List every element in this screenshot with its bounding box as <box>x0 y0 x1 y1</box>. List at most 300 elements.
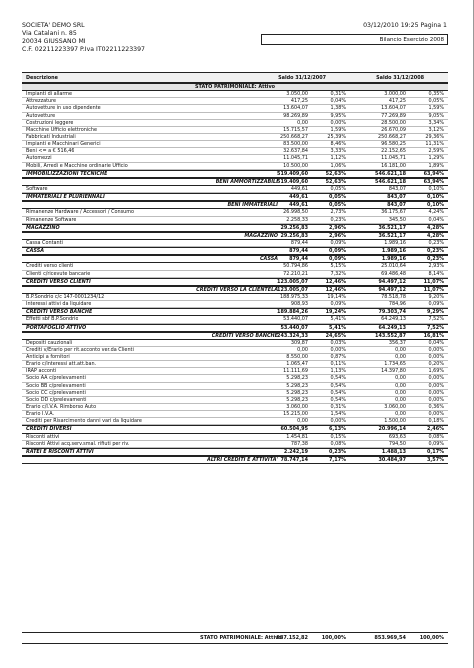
percent-2008: 4,28% <box>427 232 444 239</box>
value-2008: 26.670,09 <box>381 126 406 133</box>
percent-2008: 2,93% <box>428 263 444 270</box>
value-2007: 83.500,00 <box>283 141 308 148</box>
table-row <box>22 271 448 278</box>
percent-2008: 3,34% <box>428 119 444 126</box>
percent-2007: 0,00% <box>330 346 346 353</box>
value-2008: 77.269,89 <box>381 112 406 119</box>
percent-2007: 1,59% <box>330 126 346 133</box>
value-2007: 879,44 <box>290 239 308 246</box>
group-total-row <box>22 232 448 240</box>
table-row <box>22 263 448 270</box>
percent-2007: 0,31% <box>330 91 346 98</box>
row-description: Erario I.V.A. <box>26 411 55 418</box>
company-name: SOCIETA' DEMO SRL <box>22 22 85 29</box>
percent-2007: 0,09% <box>329 256 346 263</box>
percent-2008: 1,29% <box>428 155 444 162</box>
percent-2008: 0,00% <box>428 382 444 389</box>
table-row <box>22 316 448 323</box>
value-2008: 0,00 <box>395 382 406 389</box>
percent-2007: 0,00% <box>330 119 346 126</box>
value-2008: 28.500,00 <box>381 119 406 126</box>
value-2008: 0,00 <box>395 354 406 361</box>
table-row <box>22 390 448 397</box>
percent-2008: 0,10% <box>427 194 444 201</box>
row-description: Clienti c/ricevute bancarie <box>26 270 91 277</box>
value-2007: 5.298,23 <box>286 389 308 396</box>
percent-2008: 8,14% <box>428 270 444 277</box>
row-description: Depositi cauzionali <box>26 339 73 346</box>
value-2008: 69.486,48 <box>381 270 406 277</box>
col-2007: Saldo 31/12/2007 <box>278 75 326 81</box>
value-2007: 53.440,07 <box>283 316 308 323</box>
table-row <box>22 301 448 308</box>
value-2008: 843,07 <box>388 185 406 192</box>
percent-2008: 7,52% <box>427 324 444 331</box>
value-2008: 250.668,27 <box>377 133 406 140</box>
table-row <box>22 383 448 390</box>
percent-2008: 0,18% <box>428 418 444 425</box>
percent-2007: 5,41% <box>330 316 346 323</box>
group-total-row <box>22 456 448 464</box>
value-2007: 29.256,83 <box>280 224 308 231</box>
value-2007: 0,00 <box>297 346 308 353</box>
table-row <box>22 240 448 247</box>
row-description: Socio DD c/prelevamenti <box>26 396 87 403</box>
table-row <box>22 418 448 425</box>
percent-2007: 24,65% <box>325 332 346 339</box>
value-2008: 94.497,12 <box>378 278 406 285</box>
value-2007: 11.111,69 <box>283 368 308 375</box>
value-2007: 53.440,07 <box>280 324 308 331</box>
percent-2007: 0,05% <box>329 194 346 201</box>
percent-2008: 11,31% <box>425 141 444 148</box>
grand-total-pct-2008: 100,00% <box>419 635 444 641</box>
percent-2007: 0,09% <box>330 239 346 246</box>
percent-2007: 0,03% <box>330 339 346 346</box>
row-description: Risconti attivi <box>26 433 60 440</box>
percent-2008: 7,52% <box>428 316 444 323</box>
percent-2007: 9,95% <box>330 112 346 119</box>
percent-2007: 0,87% <box>330 354 346 361</box>
date-page: 03/12/2010 19:25 Pagina 1 <box>363 22 447 29</box>
percent-2008: 0,04% <box>428 339 444 346</box>
row-description: Effetti sbf B.P.Sondrio <box>26 316 79 323</box>
percent-2008: 0,00% <box>428 389 444 396</box>
value-2007: 519.409,60 <box>277 170 308 177</box>
percent-2008: 1,59% <box>428 105 444 112</box>
percent-2008: 0,08% <box>428 433 444 440</box>
value-2007: 8.550,00 <box>286 354 308 361</box>
group-total-row <box>22 178 448 186</box>
row-description: RATEI E RISCONTI ATTIVI <box>26 448 94 455</box>
value-2007: 0,00 <box>297 119 308 126</box>
percent-2007: 0,54% <box>330 389 346 396</box>
row-description: STATO PATRIMONIALE: Attivo <box>194 84 276 90</box>
percent-2008: 4,28% <box>427 224 444 231</box>
table-row <box>22 155 448 162</box>
percent-2008: 0,20% <box>428 361 444 368</box>
percent-2008: 0,05% <box>428 98 444 105</box>
percent-2007: 0,05% <box>329 202 346 209</box>
value-2007: 11.045,71 <box>283 155 308 162</box>
value-2007: 309,87 <box>290 339 308 346</box>
percent-2008: 3,12% <box>428 126 444 133</box>
value-2008: 36.521,17 <box>378 232 406 239</box>
percent-2008: 63,94% <box>423 170 444 177</box>
row-description: IRAP acconti <box>26 368 57 375</box>
percent-2008: 0,09% <box>428 440 444 447</box>
table-row <box>22 347 448 354</box>
table-row <box>22 186 448 193</box>
value-2007: 519.409,60 <box>277 178 308 185</box>
percent-2008: 0,23% <box>427 256 444 263</box>
value-2008: 64.249,13 <box>378 324 406 331</box>
group-total-row <box>22 286 448 294</box>
row-description: Crediti per Risarcimento danni vari da liquidare <box>26 418 142 425</box>
row-description: BENI AMMORTIZZABILI <box>215 178 278 185</box>
row-description: PORTAFOGLIO ATTIVO <box>26 324 87 331</box>
value-2008: 0,00 <box>395 389 406 396</box>
value-2008: 36.521,17 <box>378 224 406 231</box>
row-description: Autovetture <box>26 112 56 119</box>
value-2007: 29.256,83 <box>280 232 308 239</box>
table-row <box>22 134 448 141</box>
subtotal-row <box>22 448 448 456</box>
percent-2008: 2,59% <box>428 148 444 155</box>
value-2008: 843,07 <box>387 202 406 209</box>
percent-2008: 29,36% <box>425 133 444 140</box>
value-2008: 30.484,97 <box>378 457 406 464</box>
table-body <box>22 83 448 464</box>
col-2008: Saldo 31/12/2008 <box>376 75 424 81</box>
table-row <box>22 141 448 148</box>
group-total-row <box>22 332 448 340</box>
percent-2007: 7,17% <box>329 457 346 464</box>
row-description: Risconti Attivi acq.serv.smal. rifiuti per riv. <box>26 440 130 447</box>
percent-2007: 1,13% <box>330 368 346 375</box>
value-2007: 72.210,21 <box>283 270 308 277</box>
value-2008: 794,50 <box>388 440 406 447</box>
table-row <box>22 163 448 170</box>
value-2008: 3.000,00 <box>384 91 406 98</box>
percent-2007: 0,23% <box>330 216 346 223</box>
group-total-row <box>22 201 448 209</box>
row-description: Automezzi <box>26 155 52 162</box>
value-2008: 3.060,00 <box>384 404 406 411</box>
row-description: CASSA <box>259 256 278 263</box>
value-2008: 546.621,18 <box>375 170 406 177</box>
percent-2008: 0,00% <box>428 396 444 403</box>
percent-2007: 52,63% <box>325 178 346 185</box>
percent-2007: 2,73% <box>330 209 346 216</box>
value-2007: 189.884,26 <box>277 309 308 316</box>
value-2007: 2.242,19 <box>283 448 308 455</box>
subtotal-row <box>22 247 448 255</box>
row-description: Beni <= a € 516,46 <box>26 148 75 155</box>
percent-2008: 9,20% <box>428 293 444 300</box>
percent-2007: 0,05% <box>330 185 346 192</box>
value-2007: 2.258,33 <box>286 216 308 223</box>
value-2008: 94.497,12 <box>378 286 406 293</box>
value-2007: 908,93 <box>290 301 308 308</box>
subtotal-row <box>22 278 448 286</box>
value-2007: 879,44 <box>289 256 308 263</box>
row-description: CREDITI VERSO LA CLIENTELA <box>196 286 278 293</box>
percent-2007: 12,46% <box>325 286 346 293</box>
row-description: MAGAZZINO <box>26 224 60 231</box>
percent-2007: 1,06% <box>330 162 346 169</box>
value-2007: 98.269,89 <box>283 112 308 119</box>
table-row <box>22 441 448 448</box>
subtotal-row <box>22 193 448 201</box>
percent-2008: 0,04% <box>428 216 444 223</box>
percent-2007: 6,13% <box>329 426 346 433</box>
value-2007: 0,00 <box>297 418 308 425</box>
percent-2008: 0,17% <box>427 448 444 455</box>
percent-2007: 0,54% <box>330 396 346 403</box>
table-row <box>22 294 448 301</box>
percent-2008: 0,00% <box>428 354 444 361</box>
percent-2008: 0,00% <box>428 346 444 353</box>
column-header <box>22 72 448 83</box>
section-header-row <box>22 83 448 91</box>
percent-2007: 0,54% <box>330 375 346 382</box>
row-description: Fabbricati Industriali <box>26 133 76 140</box>
table-row <box>22 434 448 441</box>
value-2008: 0,00 <box>395 396 406 403</box>
row-description: IMMATERIALI E PLURIENNALI <box>26 194 105 201</box>
row-description: Rimanenze Hardware / Accessori / Consumo <box>26 209 134 216</box>
percent-2008: 3,57% <box>427 457 444 464</box>
table-row <box>22 105 448 112</box>
row-description: B.P.Sondrio c/c 147-0001234/12 <box>26 293 105 300</box>
value-2007: 449,61 <box>289 202 308 209</box>
value-2007: 15.215,00 <box>283 411 308 418</box>
percent-2008: 0,36% <box>428 404 444 411</box>
row-description: CASSA <box>26 248 45 255</box>
table-row <box>22 209 448 216</box>
percent-2007: 0,08% <box>330 440 346 447</box>
row-description: Costruzioni leggere <box>26 119 74 126</box>
percent-2007: 0,11% <box>330 361 346 368</box>
subtotal-row <box>22 425 448 433</box>
row-description: Anticipi a fornitori <box>26 354 70 361</box>
percent-2007: 52,63% <box>325 170 346 177</box>
percent-2007: 8,46% <box>330 141 346 148</box>
company-city: 20034 GIUSSANO MI <box>22 38 86 45</box>
value-2007: 78.747,14 <box>280 457 308 464</box>
percent-2007: 7,32% <box>330 270 346 277</box>
company-tax-id: C.F. 02211223397 P.Iva IT02211223397 <box>22 46 145 53</box>
value-2008: 96.580,25 <box>381 141 406 148</box>
value-2008: 64.249,13 <box>381 316 406 323</box>
value-2008: 356,37 <box>388 339 406 346</box>
percent-2008: 0,09% <box>428 301 444 308</box>
percent-2007: 12,46% <box>325 278 346 285</box>
percent-2007: 2,96% <box>329 224 346 231</box>
value-2008: 345,50 <box>388 216 406 223</box>
row-description: Socio BB c/prelevamenti <box>26 382 86 389</box>
value-2007: 5.298,23 <box>286 375 308 382</box>
value-2007: 123.005,07 <box>277 278 308 285</box>
col-desc: Descrizione <box>26 75 58 81</box>
percent-2007: 3,33% <box>330 148 346 155</box>
value-2007: 15.715,57 <box>283 126 308 133</box>
row-description: Socio CC c/prelevamenti <box>26 389 86 396</box>
value-2008: 22.152,65 <box>381 148 406 155</box>
value-2008: 1.989,16 <box>384 239 406 246</box>
percent-2008: 0,35% <box>428 91 444 98</box>
row-description: MAGAZZINO <box>244 232 278 239</box>
company-address: Via Catalani n. 85 <box>22 30 77 37</box>
table-row <box>22 217 448 224</box>
value-2008: 417,25 <box>388 98 406 105</box>
row-description: Impianti e Macchinari Generici <box>26 141 101 148</box>
value-2007: 449,61 <box>290 185 308 192</box>
table-row <box>22 375 448 382</box>
percent-2007: 0,09% <box>330 301 346 308</box>
row-description: Erario c/I.V.A. Rimborso Auto <box>26 404 97 411</box>
table-row <box>22 368 448 375</box>
value-2007: 3.050,00 <box>286 91 308 98</box>
value-2007: 5.298,23 <box>286 396 308 403</box>
percent-2007: 25,39% <box>327 133 346 140</box>
percent-2007: 0,04% <box>330 98 346 105</box>
percent-2007: 19,14% <box>327 293 346 300</box>
value-2008: 143.552,87 <box>375 332 406 339</box>
value-2007: 5.298,23 <box>286 382 308 389</box>
row-description: CREDITI VERSO CLIENTI <box>26 278 91 285</box>
value-2007: 417,25 <box>290 98 308 105</box>
value-2007: 250.668,27 <box>279 133 308 140</box>
company-header <box>22 22 145 54</box>
value-2008: 0,00 <box>395 346 406 353</box>
row-description: Crediti verso clienti <box>26 263 74 270</box>
subtotal-row <box>22 308 448 316</box>
row-description: BENI IMMATERIALI <box>227 202 278 209</box>
value-2008: 546.621,18 <box>375 178 406 185</box>
row-description: Attrezzature <box>26 98 57 105</box>
row-description: Interessi attivi da liquidare <box>26 301 92 308</box>
value-2008: 1.488,13 <box>381 448 406 455</box>
row-description: Impianti di allarme <box>26 91 73 98</box>
value-2008: 14.397,80 <box>381 368 406 375</box>
table-row <box>22 404 448 411</box>
subtotal-row <box>22 324 448 332</box>
percent-2007: 2,96% <box>329 232 346 239</box>
percent-2008: 0,10% <box>428 185 444 192</box>
percent-2008: 2,46% <box>427 426 444 433</box>
value-2007: 188.975,33 <box>279 293 308 300</box>
percent-2007: 0,09% <box>329 248 346 255</box>
value-2008: 1.989,16 <box>381 248 406 255</box>
value-2008: 1.500,00 <box>384 418 406 425</box>
percent-2007: 1,38% <box>330 105 346 112</box>
group-total-row <box>22 255 448 263</box>
table-row <box>22 340 448 347</box>
grand-total-2008: 853.969,54 <box>374 635 406 641</box>
row-description: ALTRI CREDITI E ATTIVITA' <box>207 457 278 464</box>
value-2008: 36.175,67 <box>381 209 406 216</box>
table-row <box>22 91 448 98</box>
value-2008: 13.604,07 <box>381 105 406 112</box>
table-row <box>22 397 448 404</box>
value-2007: 60.504,95 <box>280 426 308 433</box>
value-2007: 50.794,86 <box>283 263 308 270</box>
value-2007: 26.998,50 <box>283 209 308 216</box>
value-2008: 20.996,14 <box>378 426 406 433</box>
percent-2008: 1,69% <box>428 368 444 375</box>
value-2008: 0,00 <box>395 411 406 418</box>
table-row <box>22 361 448 368</box>
value-2007: 879,44 <box>289 248 308 255</box>
percent-2008: 0,23% <box>427 248 444 255</box>
table-row <box>22 120 448 127</box>
percent-2007: 5,15% <box>330 263 346 270</box>
percent-2007: 0,31% <box>330 404 346 411</box>
value-2007: 3.060,00 <box>286 404 308 411</box>
value-2007: 243.324,33 <box>277 332 308 339</box>
value-2008: 0,00 <box>395 375 406 382</box>
row-description: Macchine Ufficio elettroniche <box>26 126 97 133</box>
percent-2007: 0,00% <box>330 418 346 425</box>
row-description: Socio AA c/prelevamenti <box>26 375 86 382</box>
percent-2008: 9,29% <box>427 309 444 316</box>
row-description: CREDITI DIVERSI <box>26 426 72 433</box>
value-2007: 449,61 <box>289 194 308 201</box>
value-2008: 25.010,64 <box>381 263 406 270</box>
balance-table <box>22 72 448 464</box>
value-2008: 693,63 <box>388 433 406 440</box>
percent-2007: 0,15% <box>330 433 346 440</box>
row-description: Mobili, Arredi e Macchine ordinarie Ufficio <box>26 162 128 169</box>
report-title: Bilancio Esercizio 2008 <box>261 34 448 45</box>
value-2008: 843,07 <box>387 194 406 201</box>
value-2008: 79.303,74 <box>378 309 406 316</box>
value-2008: 11.045,71 <box>381 155 406 162</box>
table-row <box>22 98 448 105</box>
percent-2007: 1,54% <box>330 411 346 418</box>
percent-2008: 11,07% <box>423 286 444 293</box>
value-2007: 1.065,47 <box>286 361 308 368</box>
percent-2008: 16,81% <box>423 332 444 339</box>
table-row <box>22 148 448 155</box>
grand-total-row <box>22 632 448 644</box>
percent-2008: 0,00% <box>428 375 444 382</box>
row-description: Software <box>26 185 48 192</box>
row-description: CREDITI VERSO BANCHE <box>26 309 93 316</box>
percent-2007: 19,24% <box>325 309 346 316</box>
percent-2007: 5,41% <box>329 324 346 331</box>
table-row <box>22 113 448 120</box>
percent-2008: 0,23% <box>428 239 444 246</box>
value-2007: 787,38 <box>290 440 308 447</box>
table-row <box>22 354 448 361</box>
percent-2008: 4,24% <box>428 209 444 216</box>
percent-2007: 0,23% <box>329 448 346 455</box>
percent-2008: 63,94% <box>423 178 444 185</box>
value-2008: 1.989,16 <box>381 256 406 263</box>
grand-total-pct-2007: 100,00% <box>321 635 346 641</box>
row-description: Rimanenze Software <box>26 216 77 223</box>
value-2008: 16.181,00 <box>381 162 406 169</box>
value-2008: 1.734,65 <box>384 361 406 368</box>
percent-2007: 1,12% <box>330 155 346 162</box>
value-2007: 1.454,81 <box>286 433 308 440</box>
row-description: Cassa Contanti <box>26 239 63 246</box>
row-description: Autovetture in uso dipendente <box>26 105 101 112</box>
value-2008: 78.518,78 <box>381 293 406 300</box>
